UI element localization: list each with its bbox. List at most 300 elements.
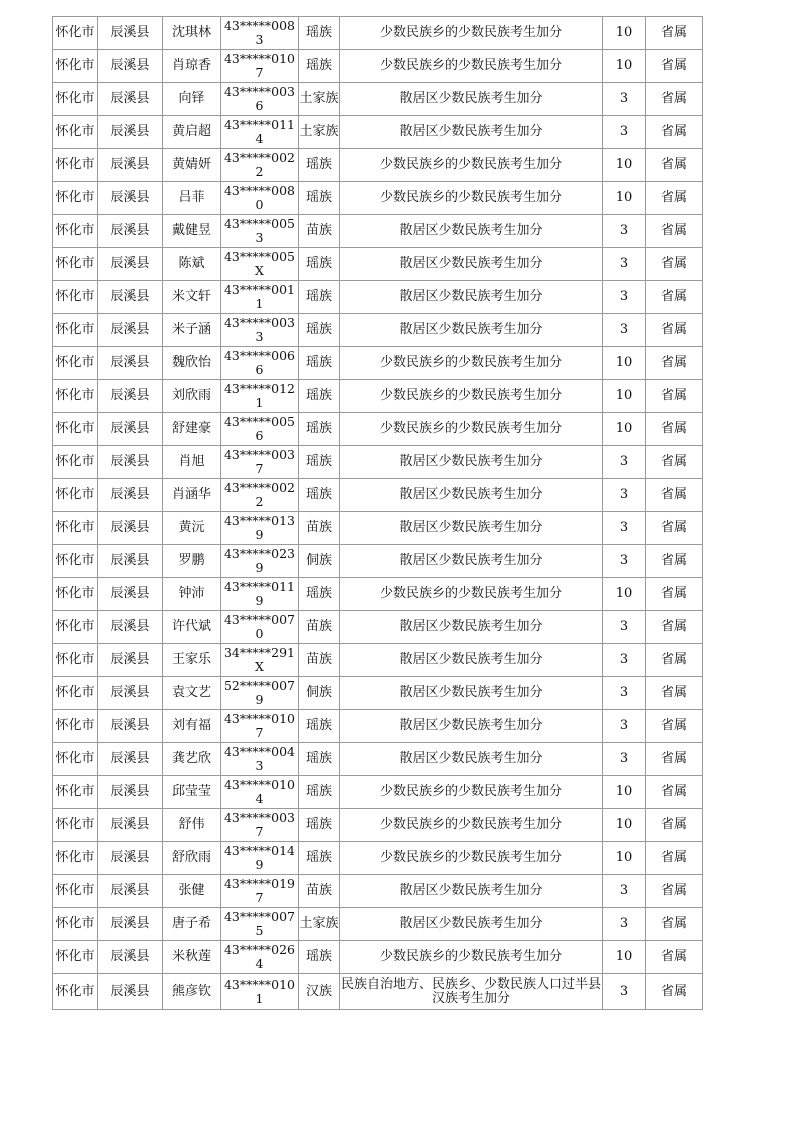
city-text: 怀化市 xyxy=(55,322,95,337)
bonus-points-cell xyxy=(603,776,646,809)
bonus-points-text: 3 xyxy=(619,91,629,106)
id-number-text: 43*****0119 xyxy=(223,579,295,608)
county-cell xyxy=(98,545,163,578)
table-row xyxy=(53,413,703,446)
bonus-points-text: 10 xyxy=(615,586,633,601)
bonus-points-cell xyxy=(603,215,646,248)
student-name-cell xyxy=(163,446,221,479)
student-name-cell xyxy=(163,149,221,182)
student-name-text: 刘有福 xyxy=(171,718,211,733)
table-row xyxy=(53,710,703,743)
city-text: 怀化市 xyxy=(55,454,95,469)
county-text: 辰溪县 xyxy=(110,751,150,766)
student-name-cell xyxy=(163,809,221,842)
id-number-cell xyxy=(221,83,299,116)
level-text: 省属 xyxy=(660,685,687,700)
id-number-text: 43*****0075 xyxy=(223,909,295,938)
id-number-cell xyxy=(221,677,299,710)
city-text: 怀化市 xyxy=(55,685,95,700)
student-name-text: 熊彦钦 xyxy=(171,983,211,999)
id-number-text: 43*****0121 xyxy=(223,381,295,410)
id-number-cell xyxy=(221,842,299,875)
county-text: 辰溪县 xyxy=(110,25,150,40)
ethnicity-text: 瑶族 xyxy=(305,322,332,337)
city-cell xyxy=(53,908,98,941)
city-cell xyxy=(53,545,98,578)
ethnicity-cell xyxy=(299,116,340,149)
bonus-reason-cell xyxy=(340,149,603,182)
bonus-reason-text: 散居区少数民族考生加分 xyxy=(399,520,543,535)
level-text: 省属 xyxy=(660,883,687,898)
table-row xyxy=(53,743,703,776)
table-row xyxy=(53,908,703,941)
county-cell xyxy=(98,776,163,809)
bonus-reason-text: 散居区少数民族考生加分 xyxy=(399,124,543,139)
table-row xyxy=(53,479,703,512)
student-name-cell xyxy=(163,248,221,281)
bonus-points-text: 3 xyxy=(619,124,629,139)
student-name-cell xyxy=(163,116,221,149)
level-cell xyxy=(646,17,703,50)
ethnicity-cell xyxy=(299,314,340,347)
student-name-cell xyxy=(163,50,221,83)
county-cell xyxy=(98,116,163,149)
id-number-cell xyxy=(221,347,299,380)
bonus-points-text: 3 xyxy=(619,553,629,568)
bonus-reason-text: 散居区少数民族考生加分 xyxy=(399,322,543,337)
id-number-cell xyxy=(221,314,299,347)
student-name-text: 邱莹莹 xyxy=(171,784,211,799)
ethnicity-cell xyxy=(299,512,340,545)
bonus-points-text: 3 xyxy=(619,520,629,535)
level-cell xyxy=(646,644,703,677)
bonus-points-text: 10 xyxy=(615,817,633,832)
level-text: 省属 xyxy=(660,652,687,667)
level-cell xyxy=(646,281,703,314)
level-cell xyxy=(646,50,703,83)
student-name-cell xyxy=(163,545,221,578)
student-name-text: 舒建豪 xyxy=(171,421,211,436)
bonus-points-text: 3 xyxy=(619,256,629,271)
bonus-points-text: 3 xyxy=(619,983,629,999)
county-cell xyxy=(98,17,163,50)
city-text: 怀化市 xyxy=(55,58,95,73)
student-name-text: 王家乐 xyxy=(171,652,211,667)
bonus-reason-text: 散居区少数民族考生加分 xyxy=(399,223,543,238)
table-row xyxy=(53,512,703,545)
bonus-reason-cell xyxy=(340,413,603,446)
bonus-points-text: 10 xyxy=(615,58,633,73)
county-cell xyxy=(98,743,163,776)
bonus-reason-text: 少数民族乡的少数民族考生加分 xyxy=(379,586,562,601)
level-text: 省属 xyxy=(660,751,687,766)
bonus-reason-text: 少数民族乡的少数民族考生加分 xyxy=(379,421,562,436)
bonus-reason-cell xyxy=(340,479,603,512)
county-text: 辰溪县 xyxy=(110,586,150,601)
student-name-text: 魏欣怡 xyxy=(171,355,211,370)
ethnicity-text: 瑶族 xyxy=(305,850,332,865)
bonus-reason-text: 民族自治地方、民族乡、少数民族人口过半县汉族考生加分 xyxy=(340,976,601,1006)
level-cell xyxy=(646,710,703,743)
student-name-cell xyxy=(163,380,221,413)
bonus-reason-text: 散居区少数民族考生加分 xyxy=(399,685,543,700)
ethnicity-text: 瑶族 xyxy=(305,355,332,370)
level-text: 省属 xyxy=(660,355,687,370)
bonus-reason-cell xyxy=(340,710,603,743)
level-cell xyxy=(646,248,703,281)
city-cell xyxy=(53,479,98,512)
ethnicity-cell xyxy=(299,809,340,842)
bonus-points-text: 3 xyxy=(619,487,629,502)
city-cell xyxy=(53,875,98,908)
id-number-cell xyxy=(221,974,299,1010)
id-number-text: 43*****0104 xyxy=(223,777,295,806)
city-text: 怀化市 xyxy=(55,421,95,436)
id-number-cell xyxy=(221,413,299,446)
id-number-text: 43*****0083 xyxy=(223,18,295,47)
student-name-cell xyxy=(163,182,221,215)
id-number-text: 43*****0037 xyxy=(223,447,295,476)
bonus-reason-cell xyxy=(340,17,603,50)
bonus-reason-cell xyxy=(340,842,603,875)
bonus-points-text: 3 xyxy=(619,289,629,304)
level-text: 省属 xyxy=(660,553,687,568)
id-number-cell xyxy=(221,578,299,611)
level-text: 省属 xyxy=(660,487,687,502)
bonus-points-table xyxy=(52,16,703,1010)
city-text: 怀化市 xyxy=(55,124,95,139)
student-name-cell xyxy=(163,479,221,512)
ethnicity-text: 瑶族 xyxy=(305,388,332,403)
bonus-reason-cell xyxy=(340,380,603,413)
county-cell xyxy=(98,50,163,83)
bonus-reason-text: 散居区少数民族考生加分 xyxy=(399,289,543,304)
bonus-points-cell xyxy=(603,248,646,281)
level-cell xyxy=(646,182,703,215)
county-text: 辰溪县 xyxy=(110,289,150,304)
city-text: 怀化市 xyxy=(55,586,95,601)
city-text: 怀化市 xyxy=(55,289,95,304)
level-cell xyxy=(646,875,703,908)
id-number-cell xyxy=(221,50,299,83)
level-cell xyxy=(646,149,703,182)
bonus-reason-text: 散居区少数民族考生加分 xyxy=(399,751,543,766)
bonus-reason-cell xyxy=(340,116,603,149)
county-cell xyxy=(98,809,163,842)
county-text: 辰溪县 xyxy=(110,223,150,238)
level-cell xyxy=(646,578,703,611)
bonus-points-cell xyxy=(603,17,646,50)
ethnicity-text: 土家族 xyxy=(299,91,339,106)
bonus-points-cell xyxy=(603,875,646,908)
ethnicity-cell xyxy=(299,149,340,182)
ethnicity-cell xyxy=(299,215,340,248)
county-text: 辰溪县 xyxy=(110,883,150,898)
id-number-text: 43*****0107 xyxy=(223,711,295,740)
table-row xyxy=(53,644,703,677)
ethnicity-cell xyxy=(299,908,340,941)
id-number-text: 43*****0149 xyxy=(223,843,295,872)
county-text: 辰溪县 xyxy=(110,553,150,568)
county-cell xyxy=(98,182,163,215)
bonus-points-cell xyxy=(603,413,646,446)
city-cell xyxy=(53,941,98,974)
level-cell xyxy=(646,380,703,413)
level-cell xyxy=(646,83,703,116)
ethnicity-text: 瑶族 xyxy=(305,784,332,799)
id-number-cell xyxy=(221,446,299,479)
id-number-text: 43*****0037 xyxy=(223,810,295,839)
bonus-points-cell xyxy=(603,611,646,644)
bonus-points-cell xyxy=(603,182,646,215)
level-text: 省属 xyxy=(660,916,687,931)
ethnicity-cell xyxy=(299,479,340,512)
student-name-cell xyxy=(163,281,221,314)
id-number-text: 43*****0066 xyxy=(223,348,295,377)
bonus-points-text: 3 xyxy=(619,322,629,337)
county-text: 辰溪县 xyxy=(110,91,150,106)
city-text: 怀化市 xyxy=(55,487,95,502)
bonus-points-cell xyxy=(603,842,646,875)
id-number-cell xyxy=(221,215,299,248)
county-cell xyxy=(98,149,163,182)
ethnicity-cell xyxy=(299,50,340,83)
city-cell xyxy=(53,776,98,809)
level-text: 省属 xyxy=(660,256,687,271)
ethnicity-cell xyxy=(299,974,340,1010)
city-text: 怀化市 xyxy=(55,850,95,865)
bonus-reason-text: 散居区少数民族考生加分 xyxy=(399,619,543,634)
ethnicity-cell xyxy=(299,17,340,50)
county-text: 辰溪县 xyxy=(110,421,150,436)
bonus-reason-cell xyxy=(340,974,603,1010)
ethnicity-text: 瑶族 xyxy=(305,487,332,502)
id-number-text: 43*****0139 xyxy=(223,513,295,542)
city-cell xyxy=(53,248,98,281)
student-name-cell xyxy=(163,512,221,545)
county-text: 辰溪县 xyxy=(110,124,150,139)
city-text: 怀化市 xyxy=(55,949,95,964)
county-cell xyxy=(98,479,163,512)
ethnicity-text: 瑶族 xyxy=(305,817,332,832)
level-text: 省属 xyxy=(660,322,687,337)
ethnicity-text: 瑶族 xyxy=(305,751,332,766)
city-cell xyxy=(53,644,98,677)
student-name-text: 袁文艺 xyxy=(171,685,211,700)
bonus-points-text: 3 xyxy=(619,223,629,238)
bonus-points-cell xyxy=(603,149,646,182)
city-text: 怀化市 xyxy=(55,388,95,403)
student-name-cell xyxy=(163,974,221,1010)
county-text: 辰溪县 xyxy=(110,388,150,403)
bonus-reason-text: 少数民族乡的少数民族考生加分 xyxy=(379,949,562,964)
ethnicity-cell xyxy=(299,380,340,413)
city-cell xyxy=(53,314,98,347)
county-cell xyxy=(98,83,163,116)
bonus-points-cell xyxy=(603,908,646,941)
id-number-cell xyxy=(221,149,299,182)
county-cell xyxy=(98,380,163,413)
level-text: 省属 xyxy=(660,157,687,172)
city-text: 怀化市 xyxy=(55,553,95,568)
level-cell xyxy=(646,479,703,512)
bonus-reason-text: 散居区少数民族考生加分 xyxy=(399,916,543,931)
county-cell xyxy=(98,347,163,380)
id-number-text: 43*****0107 xyxy=(223,51,295,80)
ethnicity-text: 侗族 xyxy=(305,553,332,568)
bonus-points-cell xyxy=(603,479,646,512)
level-cell xyxy=(646,809,703,842)
ethnicity-text: 侗族 xyxy=(305,685,332,700)
student-name-text: 许代斌 xyxy=(171,619,211,634)
city-cell xyxy=(53,281,98,314)
ethnicity-cell xyxy=(299,83,340,116)
city-cell xyxy=(53,512,98,545)
bonus-reason-cell xyxy=(340,182,603,215)
level-text: 省属 xyxy=(660,91,687,106)
ethnicity-text: 苗族 xyxy=(305,520,332,535)
id-number-text: 43*****0101 xyxy=(223,976,295,1006)
student-name-text: 钟沛 xyxy=(178,586,205,601)
ethnicity-cell xyxy=(299,611,340,644)
bonus-reason-text: 散居区少数民族考生加分 xyxy=(399,883,543,898)
bonus-reason-cell xyxy=(340,908,603,941)
bonus-reason-text: 散居区少数民族考生加分 xyxy=(399,256,543,271)
bonus-reason-cell xyxy=(340,677,603,710)
county-text: 辰溪县 xyxy=(110,718,150,733)
student-name-cell xyxy=(163,578,221,611)
student-name-text: 刘欣雨 xyxy=(171,388,211,403)
id-number-cell xyxy=(221,479,299,512)
bonus-points-cell xyxy=(603,545,646,578)
bonus-reason-cell xyxy=(340,809,603,842)
level-cell xyxy=(646,215,703,248)
level-cell xyxy=(646,347,703,380)
county-cell xyxy=(98,974,163,1010)
bonus-points-text: 3 xyxy=(619,751,629,766)
bonus-points-cell xyxy=(603,809,646,842)
student-name-text: 张健 xyxy=(178,883,205,898)
city-text: 怀化市 xyxy=(55,190,95,205)
county-cell xyxy=(98,248,163,281)
id-number-cell xyxy=(221,908,299,941)
bonus-points-text: 10 xyxy=(615,421,633,436)
ethnicity-cell xyxy=(299,545,340,578)
table-row xyxy=(53,974,703,1010)
county-cell xyxy=(98,941,163,974)
bonus-points-cell xyxy=(603,116,646,149)
bonus-points-text: 3 xyxy=(619,619,629,634)
bonus-points-text: 10 xyxy=(615,25,633,40)
level-text: 省属 xyxy=(660,983,687,999)
bonus-points-text: 3 xyxy=(619,652,629,667)
id-number-text: 43*****0036 xyxy=(223,84,295,113)
county-text: 辰溪县 xyxy=(110,916,150,931)
student-name-text: 米子涵 xyxy=(171,322,211,337)
student-name-text: 陈斌 xyxy=(178,256,205,271)
bonus-points-cell xyxy=(603,281,646,314)
bonus-points-cell xyxy=(603,578,646,611)
ethnicity-cell xyxy=(299,446,340,479)
student-name-cell xyxy=(163,413,221,446)
student-name-cell xyxy=(163,83,221,116)
id-number-cell xyxy=(221,644,299,677)
level-cell xyxy=(646,776,703,809)
student-name-text: 肖琼香 xyxy=(171,58,211,73)
city-text: 怀化市 xyxy=(55,520,95,535)
student-name-cell xyxy=(163,215,221,248)
student-name-cell xyxy=(163,908,221,941)
city-text: 怀化市 xyxy=(55,256,95,271)
county-cell xyxy=(98,842,163,875)
bonus-reason-text: 少数民族乡的少数民族考生加分 xyxy=(379,784,562,799)
table-row xyxy=(53,17,703,50)
bonus-points-cell xyxy=(603,83,646,116)
city-text: 怀化市 xyxy=(55,652,95,667)
level-cell xyxy=(646,116,703,149)
id-number-text: 43*****0022 xyxy=(223,480,295,509)
student-name-cell xyxy=(163,677,221,710)
county-text: 辰溪县 xyxy=(110,58,150,73)
ethnicity-cell xyxy=(299,842,340,875)
city-text: 怀化市 xyxy=(55,619,95,634)
id-number-cell xyxy=(221,380,299,413)
county-text: 辰溪县 xyxy=(110,355,150,370)
ethnicity-cell xyxy=(299,875,340,908)
city-cell xyxy=(53,17,98,50)
ethnicity-cell xyxy=(299,281,340,314)
table-row xyxy=(53,380,703,413)
level-cell xyxy=(646,446,703,479)
bonus-reason-cell xyxy=(340,512,603,545)
city-text: 怀化市 xyxy=(55,751,95,766)
level-text: 省属 xyxy=(660,784,687,799)
student-name-text: 米秋莲 xyxy=(171,949,211,964)
bonus-points-text: 10 xyxy=(615,949,633,964)
level-text: 省属 xyxy=(660,520,687,535)
table-row xyxy=(53,83,703,116)
city-text: 怀化市 xyxy=(55,355,95,370)
id-number-text: 43*****0033 xyxy=(223,315,295,344)
table-row xyxy=(53,281,703,314)
id-number-text: 43*****0056 xyxy=(223,414,295,443)
level-text: 省属 xyxy=(660,25,687,40)
bonus-points-cell xyxy=(603,347,646,380)
student-name-text: 黄婧妍 xyxy=(171,157,211,172)
bonus-points-text: 3 xyxy=(619,685,629,700)
ethnicity-text: 汉族 xyxy=(305,983,332,999)
bonus-reason-cell xyxy=(340,281,603,314)
bonus-points-text: 10 xyxy=(615,850,633,865)
table-row xyxy=(53,842,703,875)
id-number-cell xyxy=(221,248,299,281)
city-cell xyxy=(53,809,98,842)
city-cell xyxy=(53,743,98,776)
ethnicity-text: 瑶族 xyxy=(305,157,332,172)
ethnicity-cell xyxy=(299,941,340,974)
city-cell xyxy=(53,446,98,479)
bonus-reason-cell xyxy=(340,248,603,281)
bonus-points-text: 10 xyxy=(615,388,633,403)
bonus-points-text: 3 xyxy=(619,454,629,469)
level-cell xyxy=(646,974,703,1010)
id-number-cell xyxy=(221,809,299,842)
id-number-text: 43*****005X xyxy=(223,249,295,278)
level-text: 省属 xyxy=(660,454,687,469)
ethnicity-cell xyxy=(299,413,340,446)
id-number-cell xyxy=(221,875,299,908)
bonus-reason-text: 少数民族乡的少数民族考生加分 xyxy=(379,817,562,832)
